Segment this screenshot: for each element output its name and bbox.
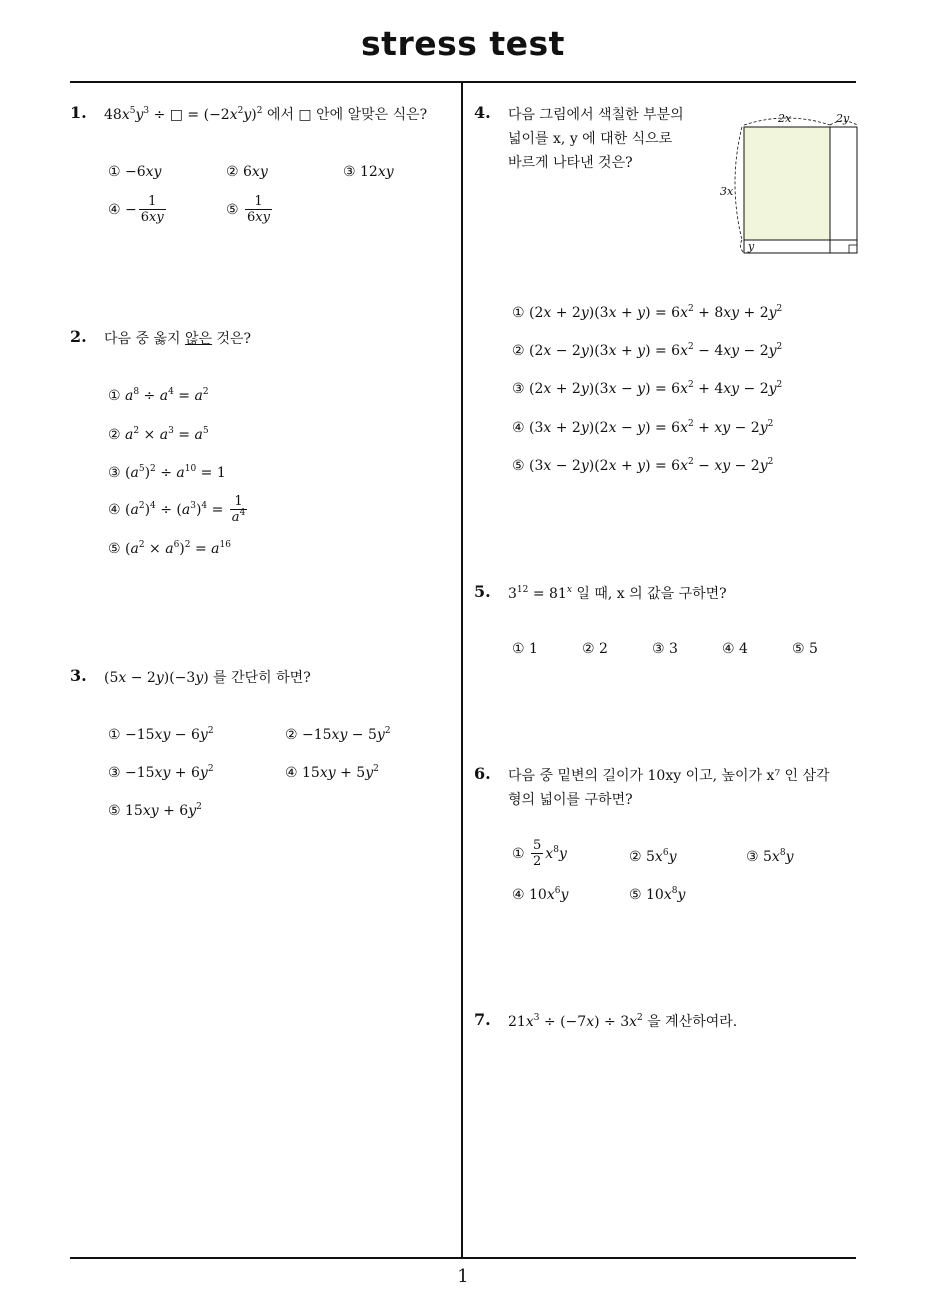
q4-option-3[interactable]: ③ $(2x + 2y)(3x - y) = 6x^2 + 4xy - 2y^2$ (512, 380, 783, 397)
q3-option-5[interactable]: ⑤ $15xy + 6y^2$ (108, 802, 202, 819)
question-text: 것은? (216, 331, 252, 347)
q6-option-3[interactable]: ③ $5x^8y$ (746, 848, 794, 865)
question-expression: (5x − 2y)(−3y) (104, 670, 209, 686)
page-number: 1 (457, 1266, 469, 1287)
question-2 (70, 327, 87, 346)
q1-option-5[interactable]: ⑤ $\frac{1}{6xy}$ (226, 194, 270, 225)
dashed-arc-bottom-left (740, 240, 744, 253)
header-rule (70, 81, 856, 83)
question-number: 3. (70, 666, 87, 685)
q2-option-5[interactable]: ⑤ $(a^2 \times a^6)^2 = a^{16}$ (108, 540, 231, 557)
question-text: 일 때, x 의 값을 구하면? (576, 586, 727, 602)
question-7-prompt (508, 1010, 737, 1034)
question-number: 2. (70, 327, 87, 346)
q5-option-5[interactable]: ⑤ 5 (792, 641, 818, 657)
q5-option-3[interactable]: ③ 3 (652, 641, 678, 657)
question-text-line: 넓이를 x, y 에 대한 식으로 (508, 131, 673, 147)
question-text-line: 형의 넓이를 구하면? (508, 792, 633, 808)
q5-option-2[interactable]: ② 2 (582, 641, 608, 657)
question-text-line: 다음 그림에서 색칠한 부분의 (508, 107, 684, 123)
question-2-prompt (104, 327, 251, 351)
question-number: 6. (474, 764, 491, 783)
page-title: stress test (361, 24, 565, 63)
question-number: 1. (70, 103, 87, 122)
q2-option-1[interactable]: ① $a^8 \div a^4 = a^2$ (108, 387, 209, 404)
question-expression: $21x^3 \div (-7x) \div 3x^2$ (508, 1013, 643, 1030)
question-4-prompt (508, 103, 684, 175)
q3-option-4[interactable]: ④ $15xy + 5y^2$ (285, 764, 379, 781)
q4-option-4[interactable]: ④ $(3x + 2y)(2x - y) = 6x^2$ + xy − $2y^2$ (512, 419, 774, 436)
q6-option-2[interactable]: ② $5x^6y$ (629, 848, 677, 865)
q5-option-4[interactable]: ④ 4 (722, 641, 748, 657)
question-expression: $48x^5y^3$ ÷ □ = $(-2x^2y)^2$ (104, 106, 263, 123)
q2-option-2[interactable]: ② $a^2 \times a^3 = a^5$ (108, 426, 209, 443)
q2-option-3[interactable]: ③ $(a^5)^2 \div a^{10} = 1$ (108, 464, 226, 481)
question-3 (70, 666, 87, 685)
question-1-prompt (104, 103, 427, 127)
dashed-arc-left (735, 127, 742, 240)
question-text: 에서 □ 안에 알맞은 식은? (266, 107, 428, 123)
q3-option-2[interactable]: ② $-15xy - 5y^2$ (285, 726, 391, 743)
question-text: 을 계산하여라. (647, 1014, 738, 1030)
q1-option-1[interactable]: ① −6xy (108, 164, 162, 180)
question-3-prompt (104, 666, 311, 690)
q6-option-1[interactable]: ① $\frac{5}{2}$ $x^8y$ (512, 838, 567, 869)
question-4 (474, 103, 491, 122)
question-6-prompt (508, 764, 830, 812)
question-text: 다음 중 옳지 (104, 331, 181, 347)
question-text-line: 바르게 나타낸 것은? (508, 155, 633, 171)
q4-rectangle-figure (712, 105, 864, 260)
label-3x: 3x (720, 185, 734, 198)
q4-option-2[interactable]: ② $(2x - 2y)(3x + y) = 6x^2 - 4xy - 2y^2$ (512, 342, 783, 359)
q4-option-1[interactable]: ① $(2x + 2y)(3x + y) = 6x^2 + 8xy + 2y^2$ (512, 304, 783, 321)
question-5-prompt (508, 582, 727, 606)
q3-option-1[interactable]: ① $-15xy - 6y^2$ (108, 726, 214, 743)
question-expression: $3^{12} = 81^x$ (508, 585, 572, 602)
question-1 (70, 103, 87, 122)
question-text: 를 간단히 하면? (213, 670, 311, 686)
q2-option-4[interactable]: ④ $(a^2)^4 \div (a^3)^4$ = $\frac{1}{a^4}$ (108, 494, 246, 525)
question-6 (474, 764, 491, 783)
question-number: 4. (474, 103, 491, 122)
q5-option-1[interactable]: ① 1 (512, 641, 538, 657)
question-7 (474, 1010, 491, 1029)
q3-option-3[interactable]: ③ $-15xy + 6y^2$ (108, 764, 214, 781)
question-emphasis: 않은 (184, 331, 213, 347)
question-text-line: 다음 중 밑변의 길이가 10xy 이고, 높이가 x⁷ 인 삼각 (508, 768, 830, 784)
right-angle-mark (849, 245, 857, 253)
q6-option-5[interactable]: ⑤ $10x^8y$ (629, 886, 686, 903)
question-number: 5. (474, 582, 491, 601)
label-y: y (748, 240, 755, 253)
shaded-region (744, 127, 830, 240)
q4-option-5[interactable]: ⑤ $(3x - 2y)(2x + y) = 6x^2$ − xy − $2y^2$ (512, 457, 774, 474)
q1-option-4[interactable]: ④ − $\frac{1}{6xy}$ (108, 194, 164, 225)
q1-option-2[interactable]: ② 6xy (226, 164, 268, 180)
q1-option-3[interactable]: ③ 12xy (343, 164, 394, 180)
label-2y: 2y (836, 112, 850, 125)
footer-rule (70, 1257, 856, 1259)
q6-option-4[interactable]: ④ $10x^6y$ (512, 886, 569, 903)
label-2x: 2x (778, 112, 792, 125)
column-divider (461, 83, 463, 1258)
question-number: 7. (474, 1010, 491, 1029)
question-5 (474, 582, 491, 601)
